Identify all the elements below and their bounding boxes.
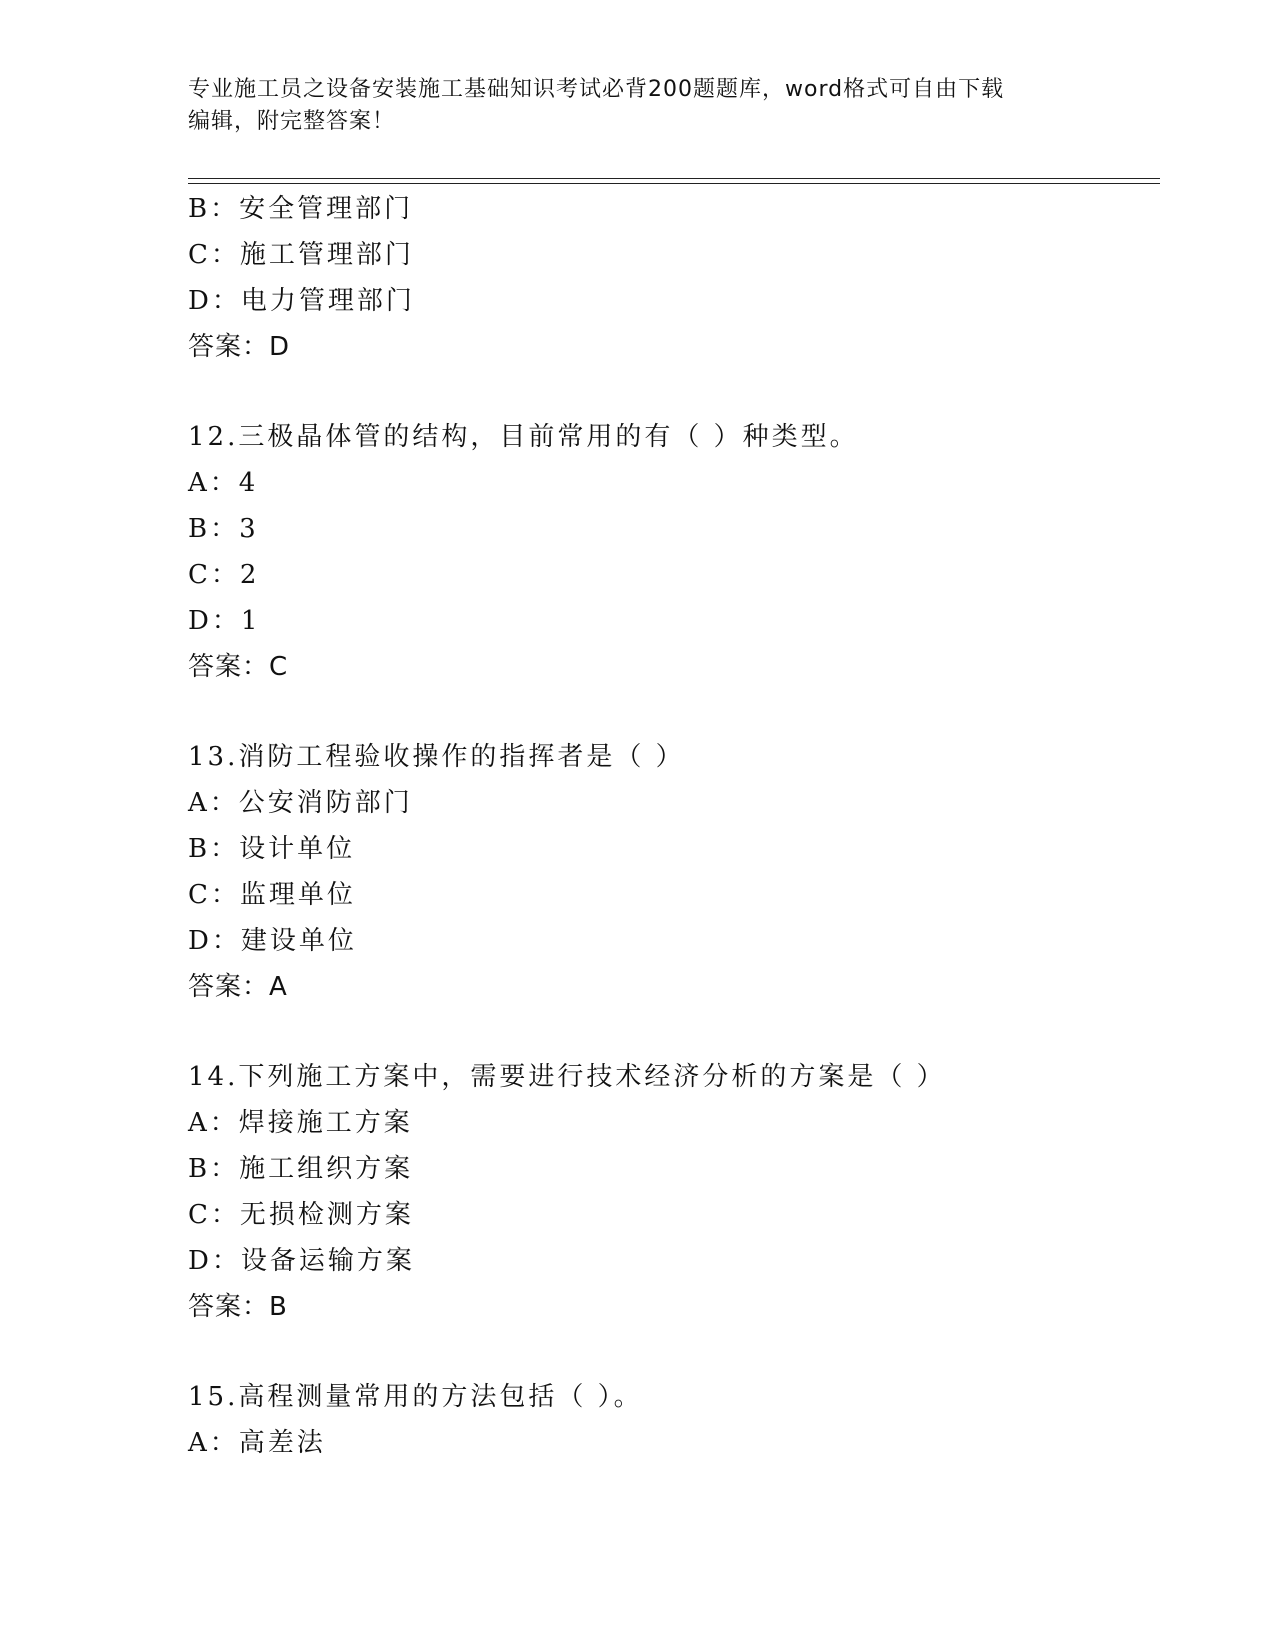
question-stem: 13.消防工程验收操作的指挥者是（ ） bbox=[188, 742, 685, 772]
question-12 bbox=[188, 414, 1148, 690]
option-d: D：电力管理部门 bbox=[188, 286, 415, 316]
header-divider-top bbox=[188, 178, 1160, 179]
option-a: A：焊接施工方案 bbox=[188, 1108, 413, 1138]
answer-line: 答案：B bbox=[188, 1292, 288, 1322]
option-b: B：安全管理部门 bbox=[188, 194, 414, 224]
question-15 bbox=[188, 1374, 1148, 1466]
option-a: A：4 bbox=[188, 468, 259, 498]
option-d: D：设备运输方案 bbox=[188, 1246, 415, 1276]
spacer bbox=[188, 370, 1148, 414]
header-line-2: 编辑，附完整答案！ bbox=[188, 109, 396, 134]
answer-line: 答案：C bbox=[188, 652, 289, 682]
question-14 bbox=[188, 1054, 1148, 1330]
option-c: C：施工管理部门 bbox=[188, 240, 414, 270]
answer-line: 答案：D bbox=[188, 332, 291, 362]
option-c: C：无损检测方案 bbox=[188, 1200, 414, 1230]
option-d: D：1 bbox=[188, 606, 261, 636]
question-13 bbox=[188, 734, 1148, 1010]
question-stem: 15.高程测量常用的方法包括（ ）。 bbox=[188, 1382, 643, 1412]
question-stem: 14.下列施工方案中，需要进行技术经济分析的方案是（ ） bbox=[188, 1062, 946, 1092]
option-b: B：设计单位 bbox=[188, 834, 356, 864]
option-b: B：3 bbox=[188, 514, 259, 544]
spacer bbox=[188, 690, 1148, 734]
option-d: D：建设单位 bbox=[188, 926, 357, 956]
header-line-1: 专业施工员之设备安装施工基础知识考试必背200题题库，word格式可自由下载 bbox=[188, 77, 1005, 102]
question-list bbox=[188, 186, 1148, 1466]
document-header bbox=[188, 74, 1088, 138]
question-11-partial bbox=[188, 186, 1148, 370]
spacer bbox=[188, 1330, 1148, 1374]
option-b: B：施工组织方案 bbox=[188, 1154, 414, 1184]
header-divider-bottom bbox=[188, 183, 1160, 184]
option-c: C：监理单位 bbox=[188, 880, 356, 910]
spacer bbox=[188, 1010, 1148, 1054]
option-a: A：高差法 bbox=[188, 1428, 326, 1458]
option-a: A：公安消防部门 bbox=[188, 788, 413, 818]
question-stem: 12.三极晶体管的结构，目前常用的有（ ）种类型。 bbox=[188, 422, 859, 452]
answer-line: 答案：A bbox=[188, 972, 288, 1002]
option-c: C：2 bbox=[188, 560, 260, 590]
